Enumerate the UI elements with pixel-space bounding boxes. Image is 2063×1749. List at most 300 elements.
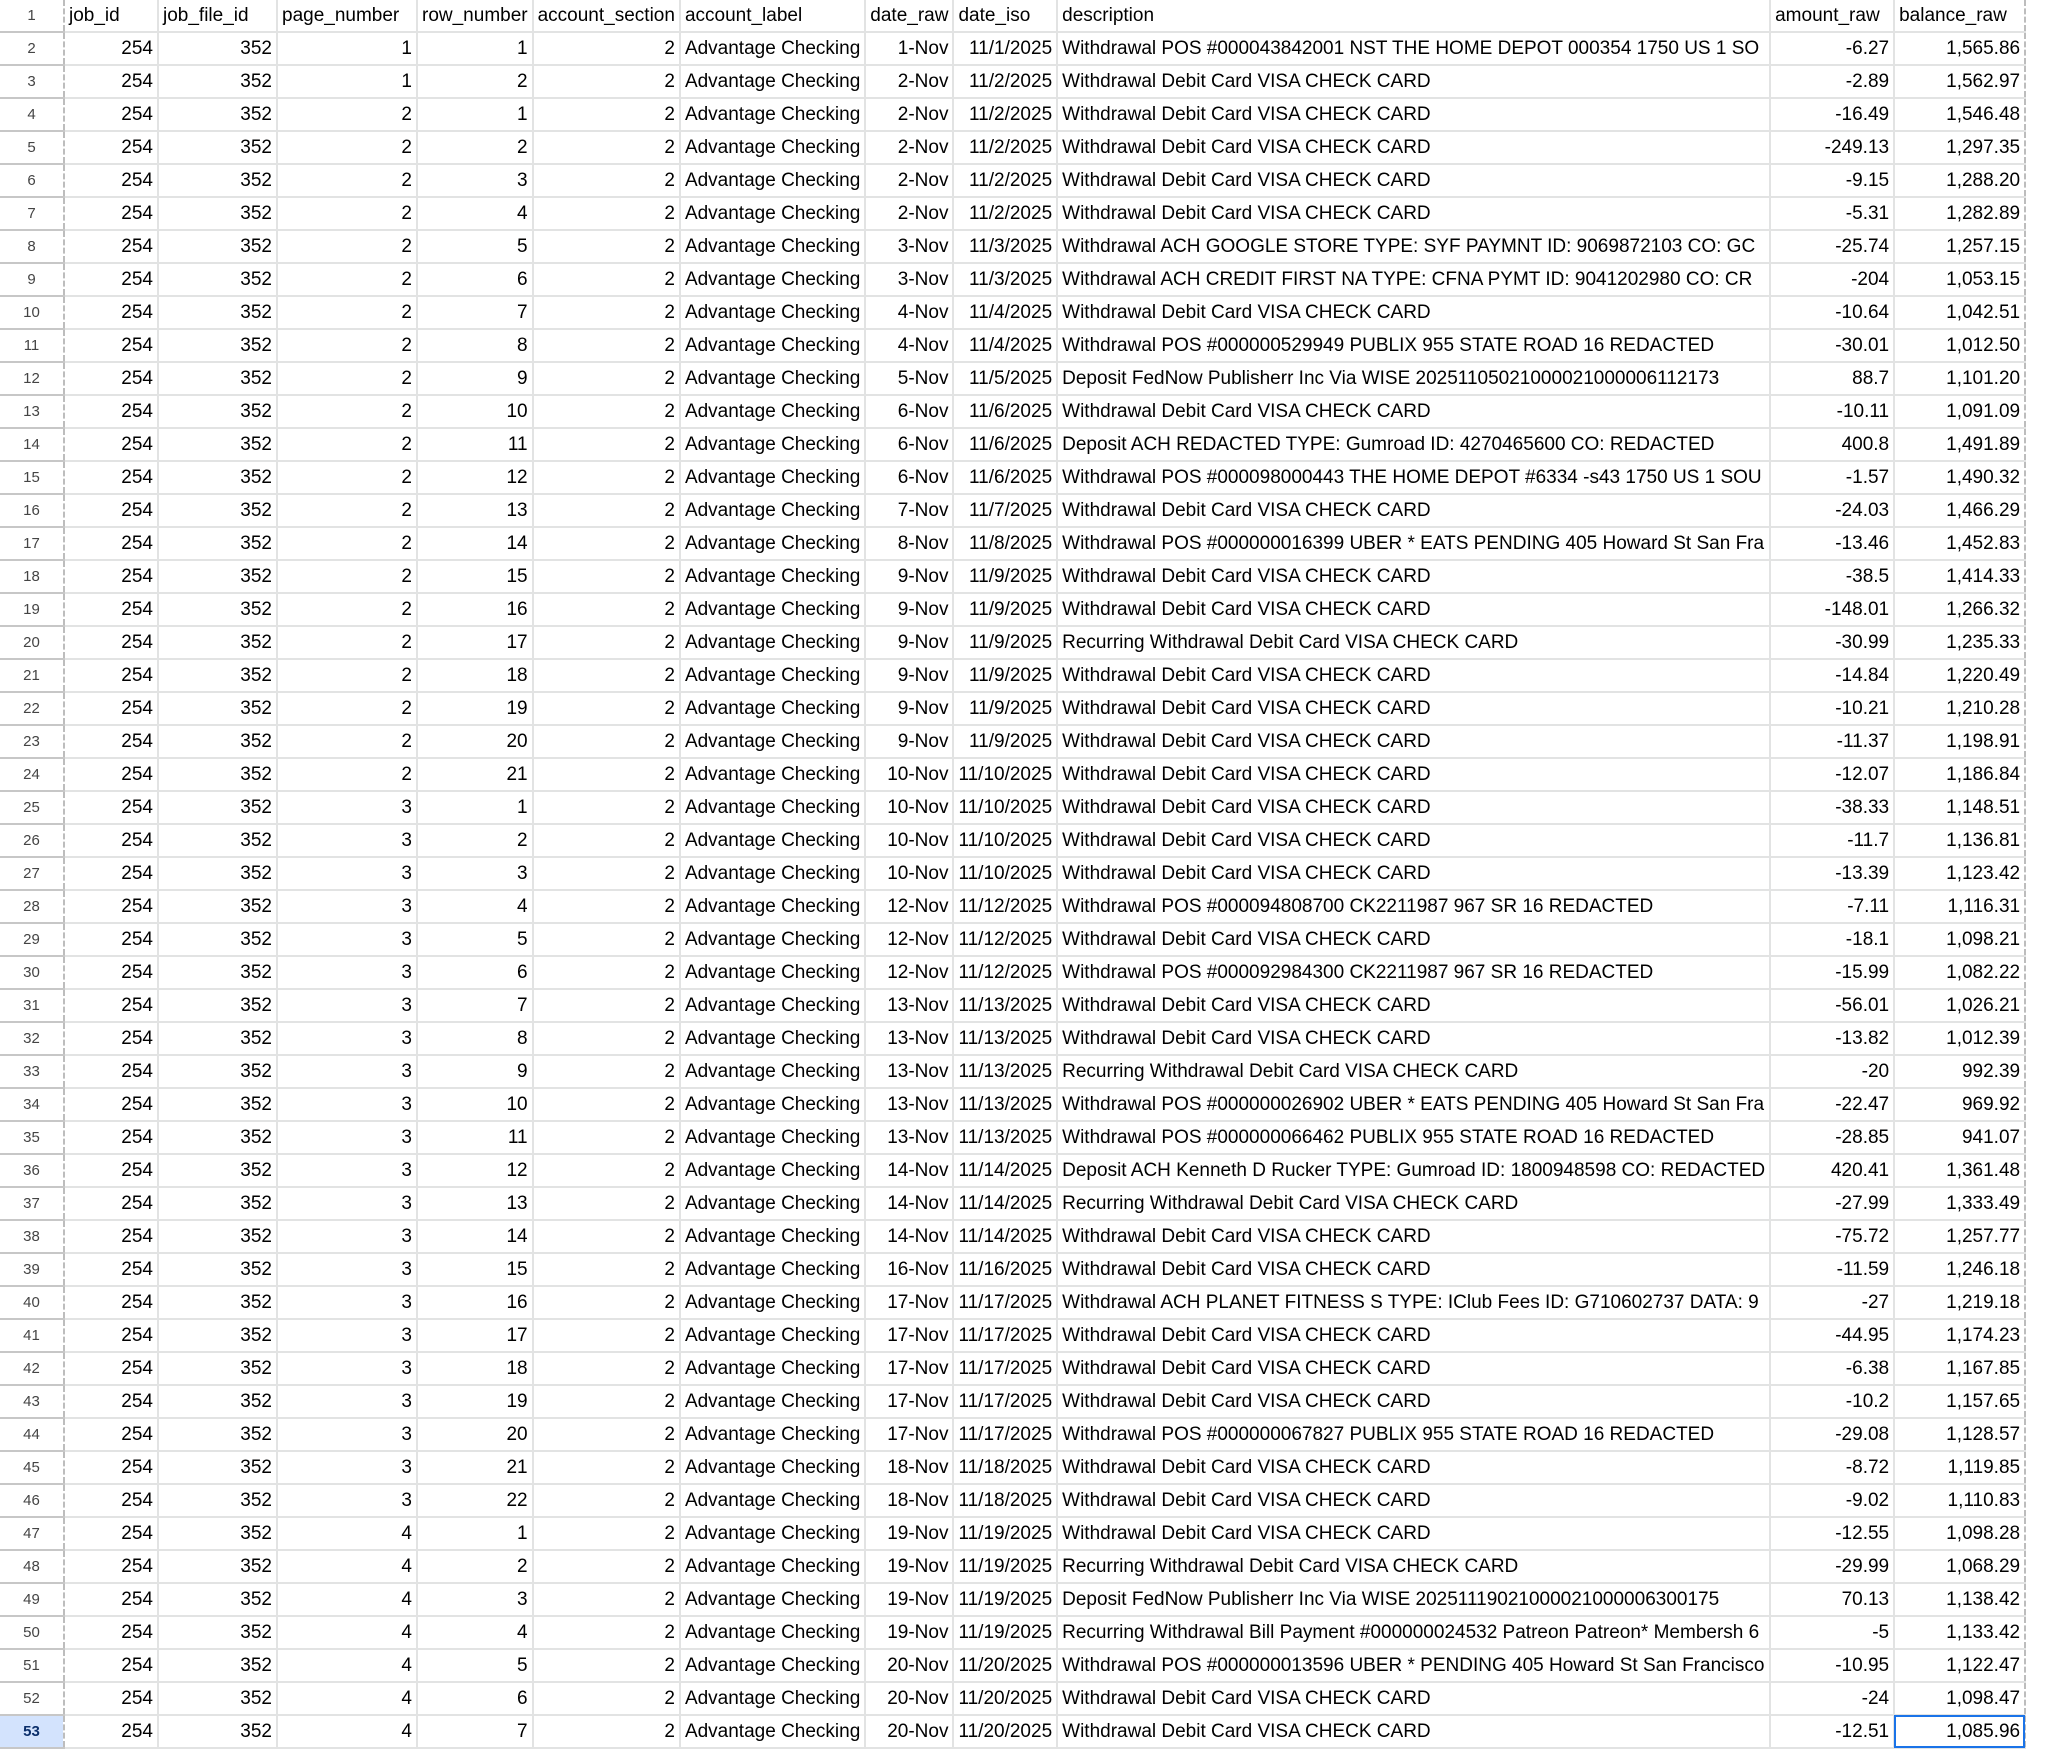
cell-description[interactable]: Withdrawal POS #000043842001 NST THE HOME DEPOT 000354 1750 US 1 SO — [1057, 32, 1770, 65]
cell-balance-raw[interactable]: 1,042.51 — [1894, 296, 2025, 329]
cell-job-id[interactable]: 254 — [64, 1715, 158, 1748]
cell-page-number[interactable]: 3 — [277, 1352, 417, 1385]
cell-date-iso[interactable]: 11/13/2025 — [953, 1121, 1057, 1154]
cell-job-file-id[interactable]: 352 — [158, 197, 277, 230]
cell-row-number[interactable]: 2 — [417, 1550, 533, 1583]
cell-job-file-id[interactable]: 352 — [158, 1616, 277, 1649]
cell-date-iso[interactable]: 11/14/2025 — [953, 1220, 1057, 1253]
cell-account-section[interactable]: 2 — [533, 1583, 680, 1616]
cell-job-file-id[interactable]: 352 — [158, 1055, 277, 1088]
cell-date-iso[interactable]: 11/14/2025 — [953, 1187, 1057, 1220]
cell-job-file-id[interactable]: 352 — [158, 263, 277, 296]
cell-amount-raw[interactable]: -11.37 — [1770, 725, 1894, 758]
cell-job-file-id[interactable]: 352 — [158, 164, 277, 197]
cell-amount-raw[interactable]: -10.95 — [1770, 1649, 1894, 1682]
cell-account-label[interactable]: Advantage Checking — [680, 1286, 865, 1319]
cell-account-section[interactable]: 2 — [533, 560, 680, 593]
cell-account-label[interactable]: Advantage Checking — [680, 659, 865, 692]
cell-date-iso[interactable]: 11/2/2025 — [953, 65, 1057, 98]
cell-account-label[interactable]: Advantage Checking — [680, 1088, 865, 1121]
cell-balance-raw[interactable]: 1,257.15 — [1894, 230, 2025, 263]
cell-date-raw[interactable]: 2-Nov — [865, 197, 953, 230]
cell-row-number[interactable]: 7 — [417, 296, 533, 329]
cell-description[interactable]: Withdrawal Debit Card VISA CHECK CARD — [1057, 923, 1770, 956]
cell-page-number[interactable]: 2 — [277, 263, 417, 296]
row-header[interactable]: 32 — [0, 1022, 64, 1055]
cell-page-number[interactable]: 3 — [277, 1055, 417, 1088]
cell-account-label[interactable]: Advantage Checking — [680, 428, 865, 461]
cell-job-file-id[interactable]: 352 — [158, 824, 277, 857]
row-header[interactable]: 41 — [0, 1319, 64, 1352]
cell-account-section[interactable]: 2 — [533, 1352, 680, 1385]
header-cell-date-iso[interactable]: date_iso — [953, 0, 1057, 32]
cell-description[interactable]: Withdrawal POS #000094808700 CK2211987 967 SR 16 REDACTED — [1057, 890, 1770, 923]
cell-balance-raw[interactable]: 1,210.28 — [1894, 692, 2025, 725]
cell-account-label[interactable]: Advantage Checking — [680, 98, 865, 131]
cell-job-id[interactable]: 254 — [64, 98, 158, 131]
cell-page-number[interactable]: 2 — [277, 659, 417, 692]
cell-date-raw[interactable]: 2-Nov — [865, 164, 953, 197]
cell-row-number[interactable]: 1 — [417, 1517, 533, 1550]
cell-date-iso[interactable]: 11/13/2025 — [953, 1055, 1057, 1088]
cell-date-raw[interactable]: 20-Nov — [865, 1649, 953, 1682]
cell-date-raw[interactable]: 9-Nov — [865, 593, 953, 626]
cell-page-number[interactable]: 3 — [277, 1418, 417, 1451]
cell-page-number[interactable]: 2 — [277, 230, 417, 263]
cell-row-number[interactable]: 5 — [417, 230, 533, 263]
cell-date-raw[interactable]: 9-Nov — [865, 659, 953, 692]
cell-balance-raw[interactable]: 1,282.89 — [1894, 197, 2025, 230]
cell-description[interactable]: Withdrawal Debit Card VISA CHECK CARD — [1057, 1484, 1770, 1517]
cell-account-label[interactable]: Advantage Checking — [680, 329, 865, 362]
cell-date-iso[interactable]: 11/10/2025 — [953, 758, 1057, 791]
cell-date-iso[interactable]: 11/10/2025 — [953, 857, 1057, 890]
cell-amount-raw[interactable]: -27 — [1770, 1286, 1894, 1319]
cell-job-id[interactable]: 254 — [64, 329, 158, 362]
cell-job-file-id[interactable]: 352 — [158, 1121, 277, 1154]
cell-date-raw[interactable]: 17-Nov — [865, 1286, 953, 1319]
cell-amount-raw[interactable]: 70.13 — [1770, 1583, 1894, 1616]
cell-account-label[interactable]: Advantage Checking — [680, 1385, 865, 1418]
cell-job-id[interactable]: 254 — [64, 1682, 158, 1715]
cell-date-iso[interactable]: 11/4/2025 — [953, 329, 1057, 362]
row-header[interactable]: 18 — [0, 560, 64, 593]
cell-balance-raw[interactable]: 1,157.65 — [1894, 1385, 2025, 1418]
cell-account-label[interactable]: Advantage Checking — [680, 1715, 865, 1748]
row-header[interactable]: 30 — [0, 956, 64, 989]
cell-job-id[interactable]: 254 — [64, 1088, 158, 1121]
row-header[interactable]: 34 — [0, 1088, 64, 1121]
cell-account-section[interactable]: 2 — [533, 824, 680, 857]
cell-job-file-id[interactable]: 352 — [158, 32, 277, 65]
row-header[interactable]: 48 — [0, 1550, 64, 1583]
cell-balance-raw[interactable]: 1,101.20 — [1894, 362, 2025, 395]
cell-account-section[interactable]: 2 — [533, 1517, 680, 1550]
cell-page-number[interactable]: 3 — [277, 1484, 417, 1517]
cell-job-id[interactable]: 254 — [64, 1583, 158, 1616]
cell-date-iso[interactable]: 11/18/2025 — [953, 1484, 1057, 1517]
cell-row-number[interactable]: 21 — [417, 1451, 533, 1484]
cell-job-id[interactable]: 254 — [64, 890, 158, 923]
cell-page-number[interactable]: 4 — [277, 1517, 417, 1550]
cell-job-id[interactable]: 254 — [64, 989, 158, 1022]
cell-balance-raw[interactable]: 1,082.22 — [1894, 956, 2025, 989]
cell-row-number[interactable]: 2 — [417, 824, 533, 857]
cell-page-number[interactable]: 2 — [277, 560, 417, 593]
cell-date-raw[interactable]: 9-Nov — [865, 560, 953, 593]
row-header[interactable]: 36 — [0, 1154, 64, 1187]
cell-job-id[interactable]: 254 — [64, 725, 158, 758]
cell-account-section[interactable]: 2 — [533, 98, 680, 131]
cell-row-number[interactable]: 14 — [417, 1220, 533, 1253]
cell-account-label[interactable]: Advantage Checking — [680, 362, 865, 395]
cell-page-number[interactable]: 2 — [277, 131, 417, 164]
cell-job-file-id[interactable]: 352 — [158, 560, 277, 593]
cell-amount-raw[interactable]: -8.72 — [1770, 1451, 1894, 1484]
cell-amount-raw[interactable]: -14.84 — [1770, 659, 1894, 692]
cell-description[interactable]: Withdrawal Debit Card VISA CHECK CARD — [1057, 494, 1770, 527]
cell-date-raw[interactable]: 13-Nov — [865, 1055, 953, 1088]
cell-job-file-id[interactable]: 352 — [158, 923, 277, 956]
cell-date-raw[interactable]: 19-Nov — [865, 1550, 953, 1583]
cell-row-number[interactable]: 17 — [417, 626, 533, 659]
cell-balance-raw[interactable]: 1,490.32 — [1894, 461, 2025, 494]
cell-date-iso[interactable]: 11/17/2025 — [953, 1352, 1057, 1385]
cell-amount-raw[interactable]: -5 — [1770, 1616, 1894, 1649]
cell-description[interactable]: Withdrawal Debit Card VISA CHECK CARD — [1057, 1682, 1770, 1715]
cell-page-number[interactable]: 3 — [277, 989, 417, 1022]
cell-page-number[interactable]: 2 — [277, 164, 417, 197]
cell-amount-raw[interactable]: -16.49 — [1770, 98, 1894, 131]
cell-row-number[interactable]: 15 — [417, 1253, 533, 1286]
cell-job-id[interactable]: 254 — [64, 1484, 158, 1517]
cell-balance-raw[interactable]: 1,562.97 — [1894, 65, 2025, 98]
cell-account-label[interactable]: Advantage Checking — [680, 1682, 865, 1715]
cell-row-number[interactable]: 22 — [417, 1484, 533, 1517]
cell-date-raw[interactable]: 9-Nov — [865, 692, 953, 725]
cell-row-number[interactable]: 2 — [417, 131, 533, 164]
cell-account-section[interactable]: 2 — [533, 626, 680, 659]
cell-date-iso[interactable]: 11/4/2025 — [953, 296, 1057, 329]
cell-account-label[interactable]: Advantage Checking — [680, 1517, 865, 1550]
cell-job-file-id[interactable]: 352 — [158, 1583, 277, 1616]
cell-balance-raw[interactable]: 1,123.42 — [1894, 857, 2025, 890]
cell-job-id[interactable]: 254 — [64, 1253, 158, 1286]
cell-job-file-id[interactable]: 352 — [158, 1253, 277, 1286]
cell-job-file-id[interactable]: 352 — [158, 494, 277, 527]
cell-amount-raw[interactable]: -2.89 — [1770, 65, 1894, 98]
cell-balance-raw[interactable]: 1,361.48 — [1894, 1154, 2025, 1187]
cell-balance-raw[interactable]: 1,026.21 — [1894, 989, 2025, 1022]
cell-row-number[interactable]: 11 — [417, 1121, 533, 1154]
cell-date-iso[interactable]: 11/17/2025 — [953, 1319, 1057, 1352]
cell-amount-raw[interactable]: -13.46 — [1770, 527, 1894, 560]
header-cell-date-raw[interactable]: date_raw — [865, 0, 953, 32]
cell-date-iso[interactable]: 11/12/2025 — [953, 890, 1057, 923]
cell-account-section[interactable]: 2 — [533, 890, 680, 923]
cell-account-label[interactable]: Advantage Checking — [680, 263, 865, 296]
cell-description[interactable]: Withdrawal POS #000098000443 THE HOME DEPOT #6334 -s43 1750 US 1 SOU — [1057, 461, 1770, 494]
cell-page-number[interactable]: 2 — [277, 395, 417, 428]
cell-date-iso[interactable]: 11/10/2025 — [953, 824, 1057, 857]
cell-amount-raw[interactable]: -12.07 — [1770, 758, 1894, 791]
cell-date-iso[interactable]: 11/9/2025 — [953, 692, 1057, 725]
cell-account-label[interactable]: Advantage Checking — [680, 1121, 865, 1154]
cell-job-file-id[interactable]: 352 — [158, 890, 277, 923]
cell-row-number[interactable]: 9 — [417, 1055, 533, 1088]
cell-date-iso[interactable]: 11/13/2025 — [953, 989, 1057, 1022]
cell-amount-raw[interactable]: -10.11 — [1770, 395, 1894, 428]
cell-amount-raw[interactable]: -56.01 — [1770, 989, 1894, 1022]
cell-row-number[interactable]: 12 — [417, 461, 533, 494]
cell-account-label[interactable]: Advantage Checking — [680, 1187, 865, 1220]
cell-job-file-id[interactable]: 352 — [158, 956, 277, 989]
cell-amount-raw[interactable]: -12.51 — [1770, 1715, 1894, 1748]
cell-date-raw[interactable]: 17-Nov — [865, 1385, 953, 1418]
cell-account-section[interactable]: 2 — [533, 1187, 680, 1220]
cell-row-number[interactable]: 19 — [417, 692, 533, 725]
cell-date-iso[interactable]: 11/5/2025 — [953, 362, 1057, 395]
cell-page-number[interactable]: 3 — [277, 923, 417, 956]
cell-balance-raw[interactable]: 1,110.83 — [1894, 1484, 2025, 1517]
cell-amount-raw[interactable]: -20 — [1770, 1055, 1894, 1088]
cell-job-id[interactable]: 254 — [64, 65, 158, 98]
header-cell-job-id[interactable]: job_id — [64, 0, 158, 32]
cell-description[interactable]: Withdrawal Debit Card VISA CHECK CARD — [1057, 1220, 1770, 1253]
cell-job-id[interactable]: 254 — [64, 1451, 158, 1484]
cell-date-raw[interactable]: 12-Nov — [865, 923, 953, 956]
cell-job-file-id[interactable]: 352 — [158, 230, 277, 263]
cell-date-iso[interactable]: 11/9/2025 — [953, 593, 1057, 626]
cell-balance-raw[interactable]: 1,257.77 — [1894, 1220, 2025, 1253]
cell-job-file-id[interactable]: 352 — [158, 791, 277, 824]
cell-date-raw[interactable]: 2-Nov — [865, 65, 953, 98]
cell-page-number[interactable]: 1 — [277, 32, 417, 65]
cell-date-iso[interactable]: 11/19/2025 — [953, 1583, 1057, 1616]
cell-date-raw[interactable]: 6-Nov — [865, 428, 953, 461]
cell-page-number[interactable]: 2 — [277, 98, 417, 131]
row-header[interactable]: 19 — [0, 593, 64, 626]
cell-job-id[interactable]: 254 — [64, 362, 158, 395]
cell-job-id[interactable]: 254 — [64, 296, 158, 329]
cell-description[interactable]: Withdrawal POS #000000013596 UBER * PENDING 405 Howard St San Francisco — [1057, 1649, 1770, 1682]
cell-job-id[interactable]: 254 — [64, 494, 158, 527]
cell-amount-raw[interactable]: -13.82 — [1770, 1022, 1894, 1055]
cell-amount-raw[interactable]: -13.39 — [1770, 857, 1894, 890]
row-header[interactable]: 26 — [0, 824, 64, 857]
cell-description[interactable]: Withdrawal POS #000092984300 CK2211987 967 SR 16 REDACTED — [1057, 956, 1770, 989]
cell-account-section[interactable]: 2 — [533, 758, 680, 791]
row-header[interactable]: 27 — [0, 857, 64, 890]
cell-date-iso[interactable]: 11/9/2025 — [953, 725, 1057, 758]
cell-date-raw[interactable]: 18-Nov — [865, 1451, 953, 1484]
row-header[interactable]: 50 — [0, 1616, 64, 1649]
cell-job-id[interactable]: 254 — [64, 527, 158, 560]
cell-page-number[interactable]: 4 — [277, 1715, 417, 1748]
cell-date-raw[interactable]: 3-Nov — [865, 263, 953, 296]
cell-description[interactable]: Withdrawal Debit Card VISA CHECK CARD — [1057, 692, 1770, 725]
cell-row-number[interactable]: 13 — [417, 494, 533, 527]
cell-date-raw[interactable]: 17-Nov — [865, 1418, 953, 1451]
cell-account-section[interactable]: 2 — [533, 329, 680, 362]
row-header[interactable]: 40 — [0, 1286, 64, 1319]
cell-job-file-id[interactable]: 352 — [158, 362, 277, 395]
cell-job-file-id[interactable]: 352 — [158, 296, 277, 329]
cell-amount-raw[interactable]: -10.64 — [1770, 296, 1894, 329]
cell-account-section[interactable]: 2 — [533, 1484, 680, 1517]
cell-amount-raw[interactable]: -10.21 — [1770, 692, 1894, 725]
cell-date-iso[interactable]: 11/8/2025 — [953, 527, 1057, 560]
cell-balance-raw[interactable]: 969.92 — [1894, 1088, 2025, 1121]
cell-date-iso[interactable]: 11/19/2025 — [953, 1616, 1057, 1649]
cell-description[interactable]: Withdrawal Debit Card VISA CHECK CARD — [1057, 131, 1770, 164]
cell-account-section[interactable]: 2 — [533, 1385, 680, 1418]
cell-row-number[interactable]: 8 — [417, 1022, 533, 1055]
cell-account-section[interactable]: 2 — [533, 1022, 680, 1055]
cell-page-number[interactable]: 2 — [277, 296, 417, 329]
cell-balance-raw[interactable]: 1,565.86 — [1894, 32, 2025, 65]
cell-account-label[interactable]: Advantage Checking — [680, 1319, 865, 1352]
cell-page-number[interactable]: 4 — [277, 1649, 417, 1682]
cell-row-number[interactable]: 18 — [417, 659, 533, 692]
cell-job-id[interactable]: 254 — [64, 791, 158, 824]
cell-page-number[interactable]: 3 — [277, 1220, 417, 1253]
cell-page-number[interactable]: 3 — [277, 890, 417, 923]
cell-page-number[interactable]: 3 — [277, 1022, 417, 1055]
cell-row-number[interactable]: 2 — [417, 65, 533, 98]
cell-account-section[interactable]: 2 — [533, 65, 680, 98]
row-header[interactable]: 29 — [0, 923, 64, 956]
cell-page-number[interactable]: 2 — [277, 461, 417, 494]
cell-description[interactable]: Withdrawal Debit Card VISA CHECK CARD — [1057, 1253, 1770, 1286]
cell-account-label[interactable]: Advantage Checking — [680, 32, 865, 65]
cell-job-file-id[interactable]: 352 — [158, 659, 277, 692]
cell-description[interactable]: Withdrawal POS #000000066462 PUBLIX 955 STATE ROAD 16 REDACTED — [1057, 1121, 1770, 1154]
row-header[interactable]: 39 — [0, 1253, 64, 1286]
cell-amount-raw[interactable]: -6.38 — [1770, 1352, 1894, 1385]
cell-page-number[interactable]: 4 — [277, 1682, 417, 1715]
cell-balance-raw[interactable]: 1,546.48 — [1894, 98, 2025, 131]
cell-job-id[interactable]: 254 — [64, 593, 158, 626]
cell-date-iso[interactable]: 11/12/2025 — [953, 956, 1057, 989]
cell-account-section[interactable]: 2 — [533, 1550, 680, 1583]
cell-job-id[interactable]: 254 — [64, 1319, 158, 1352]
cell-page-number[interactable]: 3 — [277, 824, 417, 857]
cell-description[interactable]: Deposit ACH REDACTED TYPE: Gumroad ID: 4270465600 CO: REDACTED — [1057, 428, 1770, 461]
cell-date-raw[interactable]: 5-Nov — [865, 362, 953, 395]
cell-job-id[interactable]: 254 — [64, 230, 158, 263]
cell-job-id[interactable]: 254 — [64, 1517, 158, 1550]
row-header[interactable]: 52 — [0, 1682, 64, 1715]
row-header[interactable]: 45 — [0, 1451, 64, 1484]
cell-amount-raw[interactable]: -9.02 — [1770, 1484, 1894, 1517]
cell-balance-raw[interactable]: 1,288.20 — [1894, 164, 2025, 197]
cell-description[interactable]: Withdrawal Debit Card VISA CHECK CARD — [1057, 197, 1770, 230]
row-header[interactable]: 7 — [0, 197, 64, 230]
cell-description[interactable]: Withdrawal Debit Card VISA CHECK CARD — [1057, 98, 1770, 131]
row-header[interactable]: 11 — [0, 329, 64, 362]
cell-date-iso[interactable]: 11/3/2025 — [953, 230, 1057, 263]
cell-description[interactable]: Withdrawal Debit Card VISA CHECK CARD — [1057, 164, 1770, 197]
cell-date-iso[interactable]: 11/9/2025 — [953, 626, 1057, 659]
cell-account-label[interactable]: Advantage Checking — [680, 1583, 865, 1616]
cell-account-section[interactable]: 2 — [533, 659, 680, 692]
row-header[interactable]: 44 — [0, 1418, 64, 1451]
cell-account-section[interactable]: 2 — [533, 791, 680, 824]
cell-row-number[interactable]: 19 — [417, 1385, 533, 1418]
cell-account-section[interactable]: 2 — [533, 593, 680, 626]
cell-job-id[interactable]: 254 — [64, 824, 158, 857]
row-header[interactable]: 4 — [0, 98, 64, 131]
cell-date-iso[interactable]: 11/9/2025 — [953, 560, 1057, 593]
cell-page-number[interactable]: 3 — [277, 1286, 417, 1319]
cell-date-raw[interactable]: 3-Nov — [865, 230, 953, 263]
cell-account-section[interactable]: 2 — [533, 1055, 680, 1088]
cell-job-id[interactable]: 254 — [64, 1154, 158, 1187]
cell-account-label[interactable]: Advantage Checking — [680, 1154, 865, 1187]
cell-account-section[interactable]: 2 — [533, 362, 680, 395]
cell-balance-raw[interactable]: 1,098.28 — [1894, 1517, 2025, 1550]
row-header[interactable]: 38 — [0, 1220, 64, 1253]
cell-description[interactable]: Withdrawal Debit Card VISA CHECK CARD — [1057, 1715, 1770, 1748]
cell-job-id[interactable]: 254 — [64, 428, 158, 461]
cell-job-file-id[interactable]: 352 — [158, 1682, 277, 1715]
cell-job-file-id[interactable]: 352 — [158, 395, 277, 428]
cell-job-file-id[interactable]: 352 — [158, 1352, 277, 1385]
cell-page-number[interactable]: 2 — [277, 527, 417, 560]
cell-row-number[interactable]: 7 — [417, 1715, 533, 1748]
cell-account-section[interactable]: 2 — [533, 1616, 680, 1649]
cell-account-label[interactable]: Advantage Checking — [680, 824, 865, 857]
cell-description[interactable]: Withdrawal Debit Card VISA CHECK CARD — [1057, 560, 1770, 593]
cell-description[interactable]: Withdrawal Debit Card VISA CHECK CARD — [1057, 857, 1770, 890]
cell-row-number[interactable]: 3 — [417, 1583, 533, 1616]
cell-job-file-id[interactable]: 352 — [158, 98, 277, 131]
cell-date-raw[interactable]: 16-Nov — [865, 1253, 953, 1286]
header-cell-job-file-id[interactable]: job_file_id — [158, 0, 277, 32]
cell-description[interactable]: Withdrawal Debit Card VISA CHECK CARD — [1057, 1319, 1770, 1352]
cell-job-id[interactable]: 254 — [64, 1187, 158, 1220]
cell-date-raw[interactable]: 13-Nov — [865, 1022, 953, 1055]
cell-job-file-id[interactable]: 352 — [158, 626, 277, 659]
cell-row-number[interactable]: 4 — [417, 1616, 533, 1649]
cell-description[interactable]: Withdrawal Debit Card VISA CHECK CARD — [1057, 989, 1770, 1022]
cell-job-id[interactable]: 254 — [64, 131, 158, 164]
row-header[interactable]: 10 — [0, 296, 64, 329]
cell-account-label[interactable]: Advantage Checking — [680, 1418, 865, 1451]
cell-job-id[interactable]: 254 — [64, 692, 158, 725]
cell-description[interactable]: Withdrawal POS #000000067827 PUBLIX 955 STATE ROAD 16 REDACTED — [1057, 1418, 1770, 1451]
cell-account-section[interactable]: 2 — [533, 428, 680, 461]
row-header[interactable]: 25 — [0, 791, 64, 824]
cell-account-label[interactable]: Advantage Checking — [680, 890, 865, 923]
row-header[interactable]: 46 — [0, 1484, 64, 1517]
cell-balance-raw[interactable]: 1,098.47 — [1894, 1682, 2025, 1715]
cell-balance-raw[interactable]: 1,466.29 — [1894, 494, 2025, 527]
cell-amount-raw[interactable]: -7.11 — [1770, 890, 1894, 923]
cell-balance-raw[interactable]: 1,098.21 — [1894, 923, 2025, 956]
cell-date-raw[interactable]: 4-Nov — [865, 329, 953, 362]
cell-amount-raw[interactable]: -10.2 — [1770, 1385, 1894, 1418]
cell-job-file-id[interactable]: 352 — [158, 1220, 277, 1253]
cell-job-file-id[interactable]: 352 — [158, 1088, 277, 1121]
cell-job-file-id[interactable]: 352 — [158, 857, 277, 890]
cell-account-label[interactable]: Advantage Checking — [680, 758, 865, 791]
cell-row-number[interactable]: 20 — [417, 1418, 533, 1451]
cell-page-number[interactable]: 2 — [277, 593, 417, 626]
cell-date-raw[interactable]: 9-Nov — [865, 725, 953, 758]
cell-description[interactable]: Withdrawal Debit Card VISA CHECK CARD — [1057, 593, 1770, 626]
